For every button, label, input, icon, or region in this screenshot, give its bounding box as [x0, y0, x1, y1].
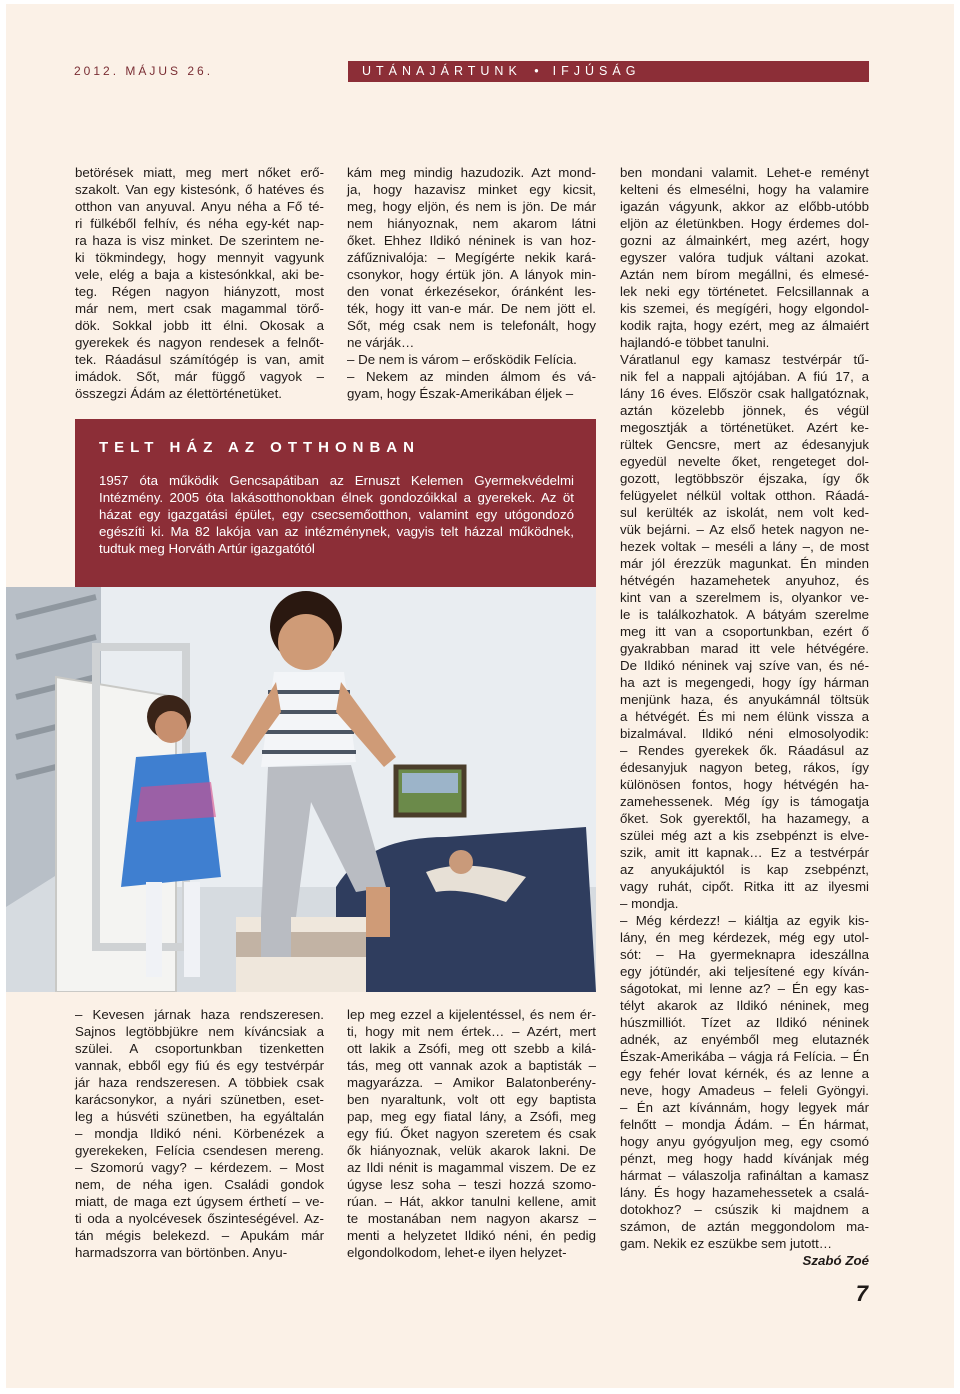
- column-2-top: [347, 164, 596, 402]
- text-line: kelteni és elmesélni, hogy ha valamire: [620, 182, 869, 197]
- text-line: gyakrabban marad itt vele hétvégére.: [620, 641, 869, 656]
- text-line: szik, amit itt kapnak… Ez a testvérpár: [620, 845, 869, 860]
- text-line: az anyukájuktól is kap zsebpénzt,: [620, 862, 869, 877]
- text-line: menti a helyzetet Ildikó néni, én pedig: [347, 1228, 596, 1243]
- text-line: a hétvégét. És mi nem élünk vissza a: [620, 709, 869, 724]
- text-line: vele, elég a baja a kistesónkkal, aki be-: [75, 267, 324, 282]
- text-line: – Nekem az minden álmom és vá-: [347, 369, 596, 384]
- text-line: szakolt. Van egy kistesónk, ő hatéves és: [75, 182, 324, 197]
- text-line: felügyelet nélkül voltak otthon. Ráadá-: [620, 488, 869, 503]
- text-line: hajlandó-e többet tanulni.: [620, 335, 770, 350]
- text-line: őket. Sok gyerektől, ha hazamegy, a: [620, 811, 869, 826]
- text-line: már nem, mert csak magammal törő-: [75, 301, 324, 316]
- text-line: lány, én meg kérdezek, még egy utol-: [620, 930, 869, 945]
- text-line: Sőt, még csak nem is telefonált, hogy: [347, 318, 596, 333]
- column-1-bottom: [75, 1006, 324, 1261]
- text-line: neve, hogy Amadeus – feleli Gyöngyi.: [620, 1083, 869, 1098]
- text-line: ott lakik a Zsófi, meg ott szebb a kilá-: [347, 1041, 596, 1056]
- text-line: – mondja.: [620, 896, 679, 911]
- infobox-text: 1957 óta működik Gencsapátiban az Ernuszt Kelemen Gyermekvédelmi Intézmény. 2005 óta lakásotthonokban élnek gondozóikkal a gyerekek. Az öt házat egy igazgatási épület, egy csecsemőotthon, valamint egy utógondozó egészíti ki. Ma 82 lakója van az intézménynek, vagyis telt házzal működnek, tudtuk meg Horváth Artúr igazgatótól: [99, 473, 574, 556]
- text-line: – De nem is várom – erősködik Felícia.: [347, 352, 577, 367]
- section-left: UTÁNAJÁRTUNK: [362, 64, 522, 78]
- text-line: tek. Ráadásul számítógép is van, amit: [75, 352, 324, 367]
- column-2-bottom: [347, 1006, 596, 1261]
- infobox-telt-haz: [75, 419, 596, 587]
- section-separator: •: [534, 64, 539, 78]
- text-line: Észak-Amerikába – vágja rá Felícia. – Én: [620, 1049, 869, 1064]
- text-line: különösen fontos, hogy hétvégén ha-: [620, 777, 869, 792]
- text-line: harmadszorra van börtönben. Anyu-: [75, 1245, 288, 1260]
- text-line: az Ildi nénit is magammal viszem. De ez: [347, 1160, 596, 1175]
- text-line: már jól érezzük magunkat. Én minden: [620, 556, 869, 571]
- text-line: nem, de néha igen. Családi gondok: [75, 1177, 324, 1192]
- text-line: meg, hogy eljön, és nem is jön. De már: [347, 199, 596, 214]
- issue-date: 2012. MÁJUS 26.: [74, 64, 214, 78]
- text-line: den vonat érkezésekor, óránként les-: [347, 284, 596, 299]
- text-line: ságotokat, mi lenne az? – Én egy kas-: [620, 981, 869, 996]
- text-line: te mostanában nem nagyon akarsz –: [347, 1211, 596, 1226]
- text-line: magyarázza. – Amikor Balatonberény-: [347, 1075, 596, 1090]
- text-line: ti, hogy mit nem értek… – Azért, mert: [347, 1024, 596, 1039]
- photo-children-jumping: [6, 587, 596, 992]
- text-line: tás, meg ott vannak azok a baptisták –: [347, 1058, 596, 1073]
- text-line: ben nyaraltunk, volt ott egy baptista: [347, 1092, 596, 1107]
- text-line: megosztják a történetüket. Azért ke-: [620, 420, 869, 435]
- text-line: karácsonykor, a nyári szünetben, eset-: [75, 1092, 324, 1107]
- text-line: gyerekeken, Felícia csendesen mereng.: [75, 1143, 324, 1158]
- text-line: szülei. A csoportunkban tizenketten: [75, 1041, 324, 1056]
- text-line: zamehessenek. Még így is támogatja: [620, 794, 869, 809]
- text-line: édesanyjuk nagyon beteg, rákos, így: [620, 760, 869, 775]
- text-line: ők hiányoznak, velük akarok lakni. De: [347, 1143, 596, 1158]
- text-line: imádok. Sőt, már függő vagyok –: [75, 369, 324, 384]
- text-line: De Ildikó néninek vaj szíve van, és né-: [620, 658, 869, 673]
- text-line: tán mégis belekezd. – Apukám már: [75, 1228, 324, 1243]
- text-line: sót: – Ha gyermeknapra ideszállna: [620, 947, 869, 962]
- text-line: kis szemei, és megígéri, hogy elgondol-: [620, 301, 869, 316]
- text-line: Váratlanul egy kamasz testvérpár tű-: [620, 352, 869, 367]
- text-line: bizalmával. Ildikó néni elmosolyodik:: [620, 726, 869, 741]
- text-line: teg. Régen nagyon hiányzott, most: [75, 284, 324, 299]
- text-line: hezek voltak – meséli a lány –, de most: [620, 539, 869, 554]
- text-line: betörések miatt, meg mert nőket erő-: [75, 165, 324, 180]
- text-line: ne várják…: [347, 335, 415, 350]
- text-line: őket. Ehhez Ildikó néninek is van hoz-: [347, 233, 596, 248]
- text-line: igazán vágyunk, akkor az előbb-utóbb: [620, 199, 869, 214]
- text-line: ri fülkéből felhív, és néha egy-két nap-: [75, 216, 324, 231]
- text-line: ra haza is visz minket. De szerintem ne-: [75, 233, 324, 248]
- text-line: számon, de aztán meggondolom ma-: [620, 1219, 869, 1234]
- text-line: sul kerülték az iskolát, nem volt ked-: [620, 505, 869, 520]
- section-header-bar: [348, 61, 869, 82]
- text-line: miatt, de maga ezt úgysem érthetí – ve-: [75, 1194, 324, 1209]
- text-line: – Kevesen járnak haza rendszeresen.: [75, 1007, 324, 1022]
- text-line: ben mondani valamit. Lehet-e reményt: [620, 165, 869, 180]
- text-line: hétvégén hazamehetek anyuhoz, és: [620, 573, 869, 588]
- text-line: lány. És hogy hazamehessetek a csalá-: [620, 1185, 869, 1200]
- text-line: adnék, az enyémből meg elutaznék: [620, 1032, 869, 1047]
- text-line: dotokhoz? – csúszik ki majdnem a: [620, 1202, 869, 1217]
- text-line: záfűznivalója: – Megígérte nekik kará-: [347, 250, 596, 265]
- text-line: Aztán nem bírom megállni, és elmesé-: [620, 267, 869, 282]
- text-line: egy jótündér, aki teljesítené egy kíván-: [620, 964, 869, 979]
- text-line: kodik rajta, hogy ezért, meg az álmaiért: [620, 318, 869, 333]
- text-line: úgyse lesz soha – teszi hozzá szomo-: [347, 1177, 596, 1192]
- text-line: – Szomorú vagy? – kérdezem. – Most: [75, 1160, 324, 1175]
- text-line: jár haza rendszeresen. A többiek csak: [75, 1075, 324, 1090]
- text-line: kint van a szerelmem is, olyankor ve-: [620, 590, 869, 605]
- text-line: ti oda a nyolcévesek őszinteségével. Az-: [75, 1211, 324, 1226]
- text-line: lek neki egy történetet. Felcsillannak a: [620, 284, 869, 299]
- text-line: húszmilliót. Tízet az Ildikó néninek: [620, 1015, 869, 1030]
- text-line: – Én azt kívánnám, hogy legyek már: [620, 1100, 869, 1115]
- text-line: gozott, legtöbbször éjszaka, így ők: [620, 471, 869, 486]
- text-line: felnőtt – mondja Ádám. – Én hármat,: [620, 1117, 869, 1132]
- text-line: leg a húsvéti szünetben, ha egyáltalán: [75, 1109, 324, 1124]
- text-line: egyedül nevelte őket, rengeteget dol-: [620, 454, 869, 469]
- text-line: aztán közelebb jönnek, és végül: [620, 403, 869, 418]
- text-line: vük bejárni. – Az első hetek nagyon ne-: [620, 522, 869, 537]
- text-line: ha azt is megengedi, hogy így hárman: [620, 675, 869, 690]
- text-line: ték, hogy itt van-e már. De nem jött el.: [347, 301, 596, 316]
- text-line: dök. Sokkal jobb itt élni. Okosak a: [75, 318, 324, 333]
- column-3: [620, 164, 869, 1252]
- author-signature: Szabó Zoé: [802, 1253, 869, 1268]
- text-line: vannak, ebből egy fiú és egy testvérpár: [75, 1058, 324, 1073]
- text-line: pénzt, meg hogy hadd kívánjak még: [620, 1151, 869, 1166]
- text-line: – mondja Ildikó néni. Körbenézek a: [75, 1126, 324, 1141]
- text-line: vagy ruhát, cipőt. Ritka itt az ilyesmi: [620, 879, 869, 894]
- text-line: Sajnos legtöbbjükre nem kíváncsiak a: [75, 1024, 324, 1039]
- text-line: gyam, hogy Észak-Amerikában éljek –: [347, 386, 574, 401]
- text-line: hogy anyu gyógyuljon meg, egy csomó: [620, 1134, 869, 1149]
- text-line: összegzi Ádám az élettörténetüket.: [75, 386, 282, 401]
- text-line: szülei még azt a kis zsebpénzt is elve-: [620, 828, 869, 843]
- text-line: rültek Gencsre, mert az édesanyjuk: [620, 437, 869, 452]
- section-right: IFJÚSÁG: [552, 64, 641, 78]
- text-line: nem hiányoznak, nem akarom látni: [347, 216, 596, 231]
- text-line: meg itt van a csoportunkban, ezért ő: [620, 624, 869, 639]
- infobox-title: TELT HÁZ AZ OTTHONBAN: [99, 439, 420, 456]
- text-line: ki tökmindegy, hogy mennyit vagyunk: [75, 250, 324, 265]
- text-line: menjünk haza, és anyukámnál töltsük: [620, 692, 869, 707]
- text-line: – Még kérdezz! – kiáltja az egyik kis-: [620, 913, 869, 928]
- text-line: hármat – válaszolja rafináltan a kamasz: [620, 1168, 869, 1183]
- text-line: gam. Nekik ez eszükbe sem jutott…: [620, 1236, 833, 1251]
- text-line: lány 16 éves. Először csak hallgatóznak,: [620, 386, 869, 401]
- text-line: egy fehér lovat kérnék, és az lenne a: [620, 1066, 869, 1081]
- text-line: ja, hogy hazavisz minket egy kicsit,: [347, 182, 596, 197]
- text-line: elgondolkodom, lehet-e ilyen helyzet-: [347, 1245, 567, 1260]
- text-line: eljön az életünkben. Hogy érdemes dol-: [620, 216, 869, 231]
- text-line: lep meg ezzel a kijelentéssel, és nem ér-: [347, 1007, 596, 1022]
- text-line: csonykor, hogy értük jön. A lányok min-: [347, 267, 596, 282]
- photo-illustration: [6, 587, 596, 992]
- text-line: gyerekek és nagyon rendesek a felnőt-: [75, 335, 324, 350]
- text-line: egyszer valóra tudjuk váltani azokat.: [620, 250, 869, 265]
- text-line: nik fel a nappali ajtójában. A fiú 17, a: [620, 369, 869, 384]
- column-1-top: [75, 164, 324, 402]
- text-line: télyt akarok az Ildikó néninek, meg: [620, 998, 869, 1013]
- text-line: egy fiú. Őket nagyon szeretem és csak: [347, 1126, 596, 1141]
- text-line: otthon van anyuval. Anyu néha a Fő té-: [75, 199, 324, 214]
- text-line: kám meg mindig hazudozik. Azt mond-: [347, 165, 596, 180]
- page-number: 7: [855, 1281, 868, 1306]
- text-line: pap, meg egy fiatal lány, a Zsófi, meg: [347, 1109, 596, 1124]
- text-line: le is találkozhatok. A bátyám szerelme: [620, 607, 869, 622]
- text-line: rúan. – Hát, akkor tanulni kellene, amit: [347, 1194, 596, 1209]
- text-line: – Rendes gyerekek ők. Ráadásul az: [620, 743, 869, 758]
- text-line: gozni az álmainkért, meg azért, hogy: [620, 233, 869, 248]
